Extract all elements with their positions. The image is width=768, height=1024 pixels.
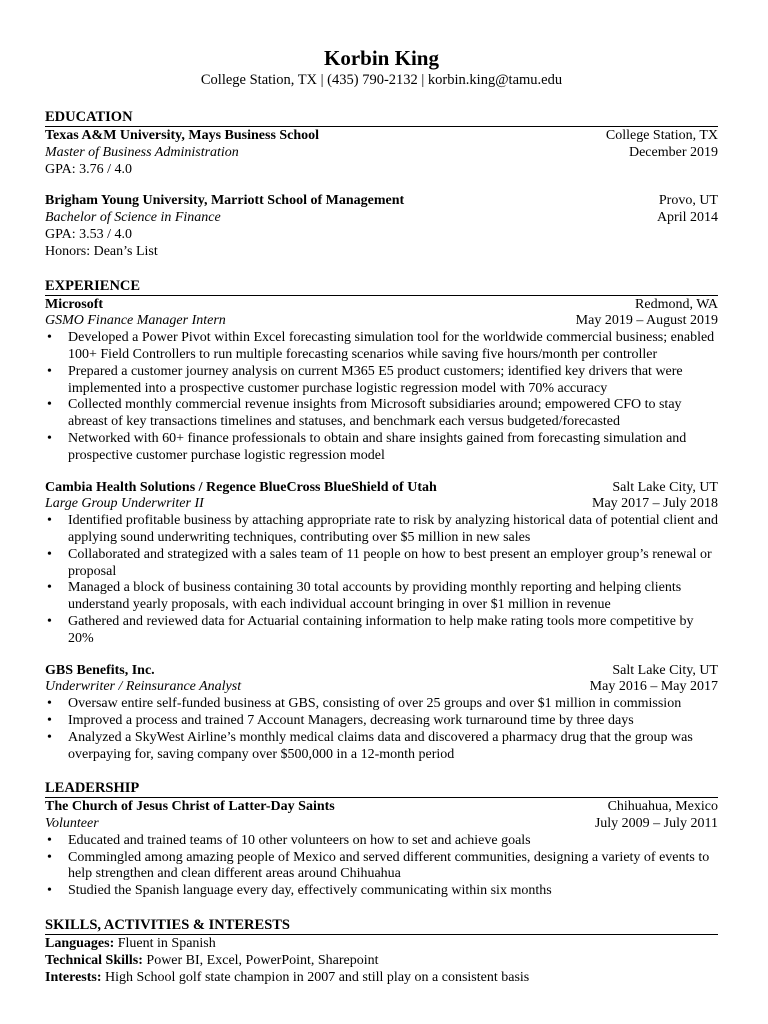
education-entry [45,128,718,178]
candidate-name: Korbin King [324,46,439,70]
contact-line: College Station, TX | (435) 790-2132 | korbin.king@tamu.edu [200,72,563,88]
bullet-list [45,833,718,900]
job-dates: May 2019 – August 2019 [575,313,718,329]
bullet-item: • Prepared a customer journey analysis on current M365 E5 product customers; identified key drivers that were implemented into a prospective customer purchase logistic regression model with 70% accuracy [45,364,718,398]
languages-label: Languages: [45,936,115,952]
interests-value: High School golf state champion in 2007 and still play on a consistent basis [101,969,530,985]
bullet-item: • Oversaw entire self-funded business at GBS, consisting of over 25 groups and over $1 million in commission [45,696,718,713]
leadership-dates: July 2009 – July 2011 [594,816,718,832]
gpa: GPA: 3.76 / 4.0 [45,161,133,177]
leadership-section [45,780,718,900]
job-dates: May 2017 – July 2018 [592,496,718,512]
organization-name: The Church of Jesus Christ of Latter-Day Saints [45,799,335,815]
languages-value: Fluent in Spanish [114,936,216,952]
bullet-list [45,330,718,464]
gpa: GPA: 3.53 / 4.0 [45,226,133,242]
technical-skills-value: Power BI, Excel, PowerPoint, Sharepoint [142,952,379,968]
technical-skills-line [45,953,718,970]
school-location: College Station, TX [605,128,718,143]
school-name: Texas A&M University, Mays Business School [45,128,320,143]
experience-entry [45,297,718,465]
honors: Honors: Dean’s List [45,243,158,259]
bullet-item: • Collected monthly commercial revenue insights from Microsoft subsidiaries around; empowered CFO to stay abreast of key transactions timelines and statuses, and benchmark each versus budgeted/forecasted [45,397,718,431]
experience-section [45,278,718,764]
section-title: LEADERSHIP [45,780,718,798]
school-location: Provo, UT [658,193,718,209]
bullet-item: • Networked with 60+ finance professionals to obtain and share insights gained from forecasting simulation and prospective customer purchase logistic regression model [45,431,718,465]
section-title: SKILLS, ACTIVITIES & INTERESTS [45,917,718,935]
graduation-date: December 2019 [628,144,718,160]
bullet-list [45,696,718,763]
bullet-item: • Educated and trained teams of 10 other volunteers on how to set and achieve goals [45,833,718,850]
job-location: Redmond, WA [635,296,718,312]
job-location: Salt Lake City, UT [612,479,718,495]
company-name: Cambia Health Solutions / Regence BlueCross BlueShield of Utah [45,479,437,495]
job-title: Underwriter / Reinsurance Analyst [45,679,242,695]
bullet-item: • Collaborated and strategized with a sales team of 11 people on how to best present an employer group’s renewal or proposal [45,547,718,581]
company-name: Microsoft [45,296,104,312]
skills-section [45,917,718,986]
degree: Bachelor of Science in Finance [45,210,221,226]
company-name: GBS Benefits, Inc. [45,662,155,678]
bullet-list [45,513,718,647]
bullet-item: • Developed a Power Pivot within Excel forecasting simulation tool for the worldwide commercial business; enabled 100+ Field Controllers to run multiple forecasting scenarios while saving five hours/month per controller [45,330,718,364]
experience-entry [45,663,718,764]
bullet-item: • Managed a block of business containing 30 total accounts by providing monthly reporting and helping clients understand yearly proposals, with each individual account bringing in over $1 million in revenue [45,580,718,614]
degree: Master of Business Administration [45,144,239,160]
technical-skills-label: Technical Skills: [45,952,143,968]
languages-line [45,936,718,953]
job-dates: May 2016 – May 2017 [589,679,718,695]
leadership-role: Volunteer [45,816,99,832]
school-name: Brigham Young University, Marriott School of Management [45,193,405,209]
interests-label: Interests: [45,969,102,985]
bullet-item: • Studied the Spanish language every day, effectively communicating within six months [45,883,718,900]
experience-entry [45,480,718,648]
bullet-item: • Gathered and reviewed data for Actuarial containing information to help make rating tools more competitive by 20% [45,614,718,648]
job-title: Large Group Underwriter II [45,496,204,512]
bullet-item: • Improved a process and trained 7 Account Managers, decreasing work turnaround time by three days [45,713,718,730]
organization-location: Chihuahua, Mexico [607,799,718,815]
leadership-entry [45,799,718,900]
section-title: EXPERIENCE [45,278,718,296]
education-entry [45,193,718,260]
job-title: GSMO Finance Manager Intern [45,313,226,329]
education-section [45,109,718,261]
graduation-date: April 2014 [656,210,718,226]
interests-line [45,970,718,987]
bullet-item: • Identified profitable business by attaching appropriate rate to risk by analyzing historical data of potential client and applying sound underwriting techniques, contributing over $5 million in new sales [45,513,718,547]
section-title: EDUCATION [45,109,718,127]
bullet-item: • Commingled among amazing people of Mexico and served different communities, designing a variety of events to help strengthen and clean different areas around Chihuahua [45,850,718,884]
bullet-item: • Analyzed a SkyWest Airline’s monthly medical claims data and discovered a pharmacy drug that the group was overpaying for, saving company over $500,000 in a 12-month period [45,730,718,764]
job-location: Salt Lake City, UT [612,662,718,678]
